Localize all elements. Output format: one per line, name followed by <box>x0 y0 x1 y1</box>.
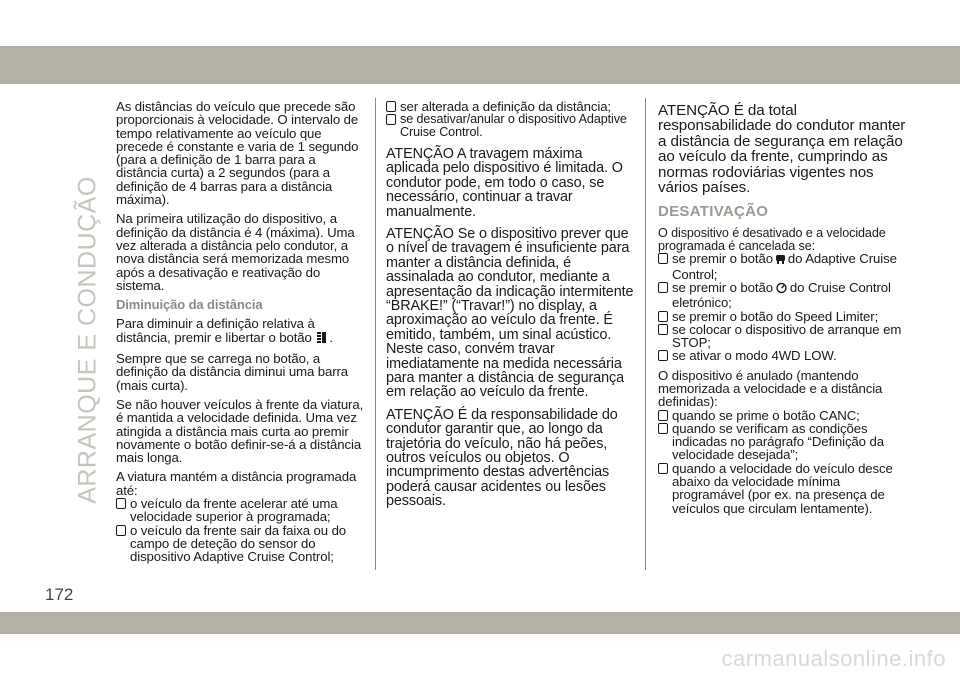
checkbox-bullet-icon <box>116 498 126 509</box>
list-item <box>658 349 910 362</box>
list-item <box>386 100 636 113</box>
paragraph <box>116 317 366 346</box>
list-item-text: o veículo da frente sair da faixa ou do campo de deteção do sensor do dispositivo Adaptive Cruise Control; <box>130 522 347 565</box>
cruise-control-icon <box>775 282 788 296</box>
checkbox-bullet-icon <box>658 423 668 434</box>
checkbox-bullet-icon <box>658 463 668 474</box>
list-item-text: se desativar/anular o dispositivo Adaptive Cruise Control. <box>400 112 627 140</box>
paragraph-text: . <box>329 329 333 345</box>
list-item-text: se colocar o dispositivo de arranque em STOP; <box>672 321 902 351</box>
column-divider <box>645 98 646 570</box>
section-label: ARRANQUE E CONDUÇÃO <box>73 176 102 504</box>
list-item-text: quando se verificam as condições indicadas no parágrafo “Definição da velocidade desejada”; <box>672 420 884 463</box>
bullet-list <box>386 100 636 139</box>
bullet-list <box>116 497 366 563</box>
bullet-list <box>658 252 910 362</box>
list-item <box>658 310 910 323</box>
list-item <box>658 422 910 462</box>
list-item <box>658 252 910 281</box>
bullet-list <box>658 409 910 515</box>
checkbox-bullet-icon <box>658 282 668 293</box>
list-item <box>386 113 636 139</box>
checkbox-bullet-icon <box>386 101 396 112</box>
list-item-text: se premir o botão do Speed Limiter; <box>672 308 879 324</box>
checkbox-bullet-icon <box>658 311 668 322</box>
column-1 <box>116 100 366 570</box>
paragraph: Sempre que se carrega no botão, a definição da distância diminui uma barra (mais curta). <box>116 351 349 393</box>
checkbox-bullet-icon <box>658 350 668 361</box>
column-3 <box>658 103 910 521</box>
list-item <box>658 323 910 350</box>
checkbox-bullet-icon <box>658 410 668 421</box>
section-heading: DESATIVAÇÃO <box>658 203 769 221</box>
column-divider <box>375 98 376 570</box>
list-item-text: quando se prime o botão CANC; <box>672 407 860 423</box>
checkbox-bullet-icon <box>658 253 668 264</box>
distance-decrease-icon <box>317 332 327 346</box>
list-item-text: se ativar o modo 4WD LOW. <box>672 348 837 364</box>
paragraph-text: Para diminuir a definição relativa à distância, premir e libertar o botão <box>116 316 315 345</box>
list-item <box>658 409 910 422</box>
checkbox-bullet-icon <box>386 114 396 125</box>
paragraph: O dispositivo é desativado e a velocidade programada é cancelada se: <box>658 225 886 253</box>
column-2 <box>386 100 636 517</box>
list-item-text: do Adaptive Cruise Control; <box>672 251 897 282</box>
watermark-text: carmanualsonline.info <box>721 646 946 671</box>
top-band <box>0 0 960 84</box>
list-item-text: ser alterada a definição da distância; <box>400 99 611 114</box>
paragraph: Se não houver veículos à frente da viatura, é mantida a velocidade definida. Uma vez atingida a distância mais curta ao premir novamente o botão definir-se-á a distância mais longa. <box>116 396 364 466</box>
list-item <box>116 497 366 524</box>
list-item-text: o veículo da frente acelerar até uma velocidade superior à programada; <box>130 496 338 525</box>
checkbox-bullet-icon <box>658 324 668 335</box>
checkbox-bullet-icon <box>116 525 126 536</box>
watermark <box>0 646 960 672</box>
paragraph: Na primeira utilização do dispositivo, a definição da distância é 4 (máxima). Uma vez alterada a distância pelo condutor, a nova distância será memorizada mesmo após a desativação e reativação do sistema. <box>116 211 355 293</box>
bottom-band <box>0 612 960 634</box>
paragraph: O dispositivo é anulado (mantendo memorizada a velocidade e a distância definidas): <box>658 367 883 410</box>
page-number: 172 <box>45 585 74 604</box>
paragraph: As distâncias do veículo que precede são proporcionais à velocidade. O intervalo de tempo relativamente ao veículo que precede é constante e varia de 1 segundo (para a definição de 1 barra para a distância curta) a 2 segundos (para a definição de 4 barras para a distância máxima). <box>116 99 359 208</box>
warning-paragraph: ATENÇÃO A travagem máxima aplicada pelo dispositivo é limitada. O condutor pode, em todo o caso, se necessário, continuar a travar manualmente. <box>386 145 623 220</box>
adaptive-cruise-icon <box>775 254 786 267</box>
top-band-bar <box>0 46 960 84</box>
list-item-text: quando a velocidade do veículo desce abaixo da velocidade mínima programável (por ex. na presença de veículos que circulam lentamente). <box>672 460 893 516</box>
list-item-text: se premir o botão <box>672 251 773 267</box>
list-item-text: do Cruise Control eletrónico; <box>672 279 891 311</box>
warning-paragraph: ATENÇÃO É da responsabilidade do condutor garantir que, ao longo da trajetória do veículo, não há peões, outros veículos ou objetos. O incumprimento destas advertências poderá causar acidentes ou lesões pessoais. <box>386 406 618 510</box>
list-item <box>116 524 366 564</box>
list-item-text: se premir o botão <box>672 279 773 295</box>
warning-paragraph: ATENÇÃO Se o dispositivo prever que o nível de travagem é insuficiente para manter a distância definida, é assinalada ao condutor, mediante a apresentação da indicação intermitente “BRAKE!” (“Travar!”) no display, a aproximação ao veículo da frente. É emitido, também, um sinal acústico. Neste caso, convém travar imediatamente na medida necessária para manter a distância de segurança em relação ao veículo da frente. <box>386 225 634 401</box>
paragraph: A viatura mantém a distância programada até: <box>116 469 357 498</box>
list-item <box>658 462 910 515</box>
subheading: Diminuição da distância <box>116 297 263 313</box>
list-item <box>658 281 910 310</box>
warning-paragraph: ATENÇÃO É da total responsabilidade do condutor manter a distância de segurança em relação ao veículo da frente, cumprindo as normas rodoviárias vigentes nos vários países. <box>658 102 906 197</box>
